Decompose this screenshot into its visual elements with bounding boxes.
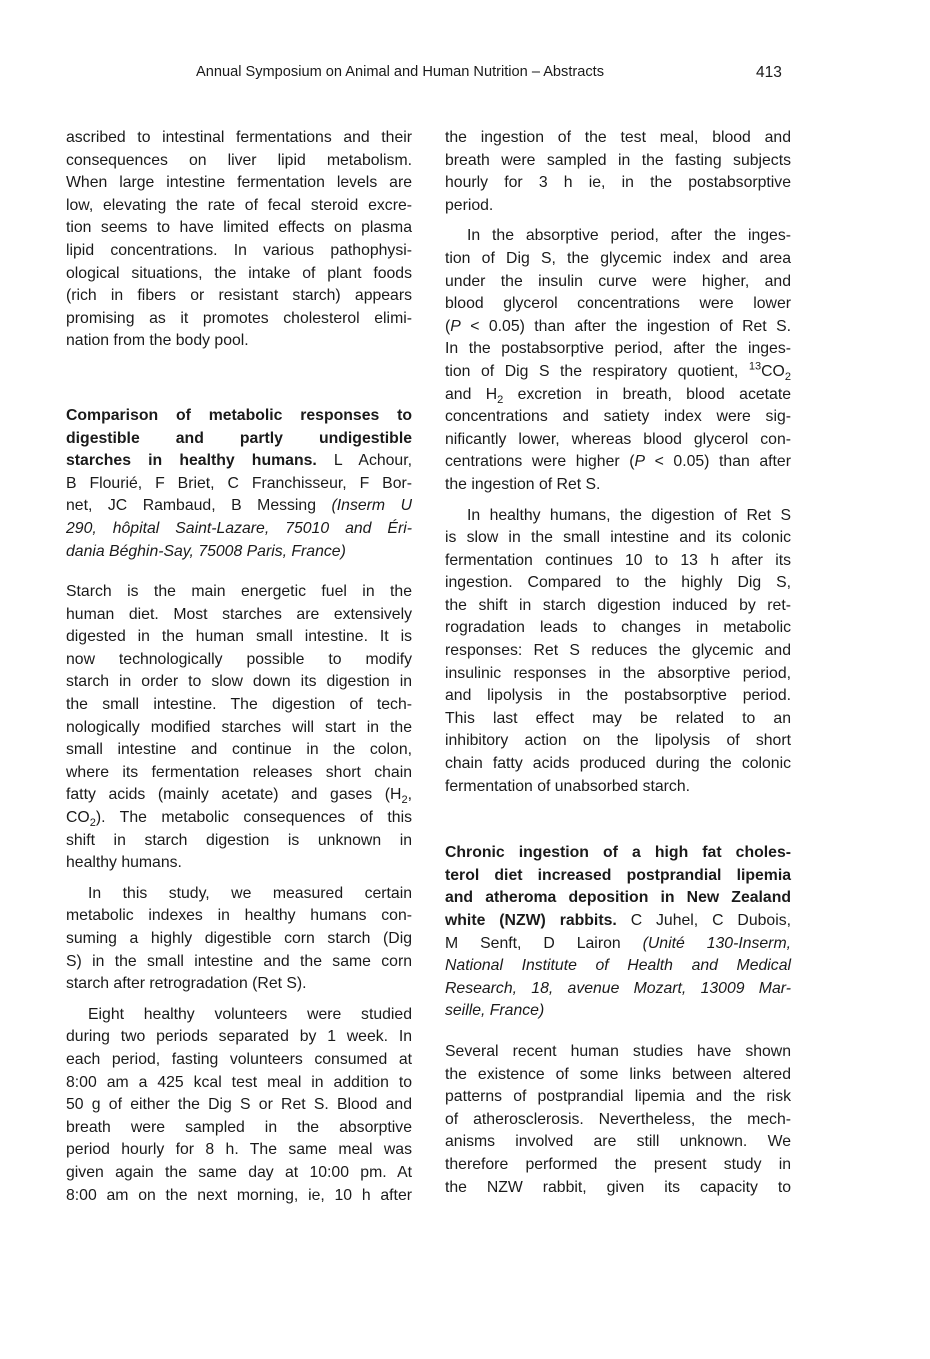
text-line: concentrations and satiety index were sig- (445, 408, 791, 426)
text-line: tion seems to have limited effects on plasma (66, 219, 412, 237)
text-line: inhibitory action on the lipolysis of short (445, 732, 791, 750)
text-line: human diet. Most starches are extensively (66, 605, 412, 623)
subscript: 2 (497, 393, 504, 406)
text-line: In the postabsorptive period, after the inges- (445, 340, 791, 358)
text-line: S) in the small intestine and the same corn (66, 952, 412, 970)
author-list: C Juhel, C Dubois, (616, 912, 791, 929)
subscript: 2 (89, 817, 96, 830)
abstract-title-line: and atheroma deposition in New Zealand (445, 889, 791, 907)
text-line: metabolic indexes in healthy humans con- (66, 907, 412, 925)
text-line (66, 807, 412, 830)
left-column (66, 127, 412, 1207)
author-list: B Flourié, F Briet, C Franchisseur, F Bor- (66, 474, 412, 492)
text-line: starch after retrogradation (Ret S). (66, 975, 307, 993)
text-line: ascribed to intestinal fermentations and their (66, 129, 412, 146)
text-line (445, 316, 791, 339)
text-line: therefore performed the present study in (445, 1155, 791, 1173)
body-paragraph (445, 1041, 791, 1199)
text-fragment: tion of Dig S the respiratory quotient, (445, 362, 749, 380)
text-line: ingestion. Compared to the highly Dig S, (445, 574, 791, 592)
text-line: healthy humans. (66, 854, 182, 872)
text-line: the shift in starch digestion induced by ret- (445, 596, 791, 614)
text-fragment: ( (445, 317, 451, 335)
text-line: lipid concentrations. In various pathophysi- (66, 241, 412, 259)
superscript: 13 (748, 360, 762, 373)
text-line (445, 451, 791, 474)
text-line: the small intestine. The digestion of tech- (66, 696, 412, 714)
affiliation: 290, hôpital Saint-Lazare, 75010 and Éri- (66, 519, 412, 537)
intro-paragraph (66, 127, 412, 353)
affiliation: (Unité 130-Inserm, (642, 934, 791, 952)
text-fragment: fatty acids (mainly acetate) and gases (H (66, 786, 402, 804)
body-paragraph (66, 581, 412, 875)
text-fragment: CO (66, 809, 90, 827)
author-affiliation-line (66, 495, 412, 518)
text-line (66, 784, 412, 807)
abstract-title-line: Comparison of metabolic responses to (66, 406, 412, 424)
abstract-title-text: white (NZW) rabbits. (445, 912, 617, 929)
body-paragraph (66, 1004, 412, 1207)
affiliation: Research, 18, avenue Mozart, 13009 Mar- (445, 979, 791, 997)
text-line: and lipolysis in the postabsorptive period. (445, 687, 791, 705)
text-line: 8:00 am a 425 kcal test meal in addition to (66, 1073, 412, 1091)
right-column (445, 127, 791, 1199)
italic-symbol: P (634, 453, 646, 471)
subscript: 2 (401, 794, 408, 807)
text-line: given again the same day at 10:00 pm. At (66, 1163, 412, 1181)
text-line: under the insulin curve were higher, and (445, 272, 791, 290)
author-list: net, JC Rambaud, B Messing (66, 497, 332, 515)
text-line: fermentation continues 10 to 13 h after its (445, 551, 791, 569)
running-header (0, 64, 930, 92)
text-line: (rich in fibers or resistant starch) appears (66, 287, 412, 305)
text-fragment: ). The metabolic consequences of this (95, 809, 412, 827)
text-fragment: < 0.05) than after the ingestion of Ret S. (460, 317, 791, 335)
abstract-title-line: terol diet increased postprandial lipemia (445, 866, 791, 884)
affiliation: (Inserm U (331, 497, 413, 515)
text-line: Several recent human studies have shown (445, 1042, 791, 1060)
text-line: nologically modified starches will start in the (66, 718, 412, 736)
text-line: is slow in the small intestine and its colonic (445, 529, 791, 547)
abstract-title-block (66, 405, 412, 563)
text-line: patterns of postprandial lipemia and the risk (445, 1088, 791, 1106)
text-line: insulinic responses in the absorptive period, (445, 664, 791, 682)
text-fragment: centrations were higher ( (445, 453, 635, 471)
text-line: the ingestion of the test meal, blood and (445, 129, 791, 146)
text-fragment: , (407, 786, 412, 804)
text-line: When large intestine fermentation levels are (66, 174, 412, 192)
text-line: nificantly lower, whereas blood glycerol con- (445, 430, 791, 448)
text-line: 8:00 am on the next morning, ie, 10 h after (66, 1186, 412, 1204)
abstract-title-block (445, 842, 791, 1023)
page-number: 413 (756, 64, 782, 81)
text-line: now technologically possible to modify (66, 650, 412, 668)
subscript: 2 (784, 371, 791, 384)
text-line: consequences on liver lipid metabolism. (66, 151, 412, 169)
text-line: This last effect may be related to an (445, 709, 791, 727)
text-line: period hourly for 8 h. The same meal was (66, 1141, 412, 1159)
text-fragment: and H (445, 385, 498, 403)
text-line: Starch is the main energetic fuel in the (66, 583, 412, 601)
text-line: of atherosclerosis. Nevertheless, the mech- (445, 1110, 791, 1128)
text-line: where its fermentation releases short chain (66, 763, 412, 781)
text-line: fermentation of unabsorbed starch. (445, 777, 690, 795)
body-paragraph (445, 127, 791, 217)
text-line: breath were sampled in the fasting subjects (445, 151, 791, 169)
text-line: the existence of some links between altered (445, 1065, 791, 1083)
italic-symbol: P (450, 317, 461, 335)
text-line: shift in starch digestion is unknown in (66, 831, 412, 849)
text-line: breath were sampled in the absorptive (66, 1118, 412, 1136)
text-line: low, elevating the rate of fecal steroid excre- (66, 196, 412, 214)
text-line: small intestine and continue in the colon, (66, 741, 412, 759)
affiliation: seille, France) (445, 1002, 545, 1020)
text-line (445, 384, 791, 407)
text-line: In the absorptive period, after the inges- (467, 227, 791, 245)
text-line: blood glycerol concentrations were lower (445, 295, 791, 313)
body-paragraph (445, 225, 791, 496)
text-line: 50 g of either the Dig S or Ret S. Blood and (66, 1096, 412, 1114)
text-line: starch in order to slow down its digestion in (66, 673, 412, 691)
affiliation: dania Béghin-Say, 75008 Paris, France) (66, 542, 346, 560)
text-fragment: excretion in breath, blood acetate (503, 385, 791, 403)
text-line: period. (445, 196, 494, 214)
author-list: M Senft, D Lairon (445, 934, 643, 952)
author-list: L Achour, (316, 452, 412, 470)
running-title: Annual Symposium on Animal and Human Nutrition – Abstracts (196, 64, 605, 80)
text-line: Eight healthy volunteers were studied (88, 1005, 412, 1023)
text-line: promising as it promotes cholesterol elimi- (66, 309, 412, 327)
text-line: during two periods separated by 1 week. In (66, 1028, 412, 1046)
abstract-title-line: Chronic ingestion of a high fat choles- (445, 844, 791, 862)
text-line: responses: Ret S reduces the glycemic and (445, 642, 791, 660)
text-line: rogradation leads to changes in metabolic (445, 619, 791, 637)
text-line: anisms involved are still unknown. We (445, 1133, 791, 1151)
text-line: In this study, we measured certain (88, 884, 412, 902)
text-fragment: < 0.05) than after (645, 453, 791, 471)
affiliation: National Institute of Health and Medical (445, 957, 791, 975)
text-line: nation from the body pool. (66, 332, 249, 350)
text-line (445, 361, 791, 384)
body-paragraph (445, 505, 791, 799)
abstract-title-line: digestible and partly undigestible (66, 429, 412, 447)
text-line: ological situations, the intake of plant foods (66, 264, 412, 282)
text-line: the ingestion of Ret S. (445, 475, 601, 493)
body-paragraph (66, 883, 412, 996)
abstract-title-line (445, 910, 791, 933)
text-line: suming a highly digestible corn starch (Dig (66, 930, 412, 947)
text-line: In healthy humans, the digestion of Ret S (467, 506, 791, 524)
text-line: chain fatty acids produced during the colonic (445, 755, 791, 773)
text-line: the NZW rabbit, given its capacity to (445, 1178, 791, 1196)
abstract-title-line (66, 450, 412, 473)
text-line: digested in the human small intestine. It is (66, 628, 412, 646)
text-line: hourly for 3 h ie, in the postabsorptive (445, 174, 791, 192)
text-fragment: CO (761, 362, 785, 380)
text-line: tion of Dig S, the glycemic index and area (445, 249, 791, 267)
text-line: each period, fasting volunteers consumed at (66, 1050, 412, 1068)
abstract-title-text: starches in healthy humans. (66, 452, 317, 470)
author-affiliation-line (445, 933, 791, 956)
